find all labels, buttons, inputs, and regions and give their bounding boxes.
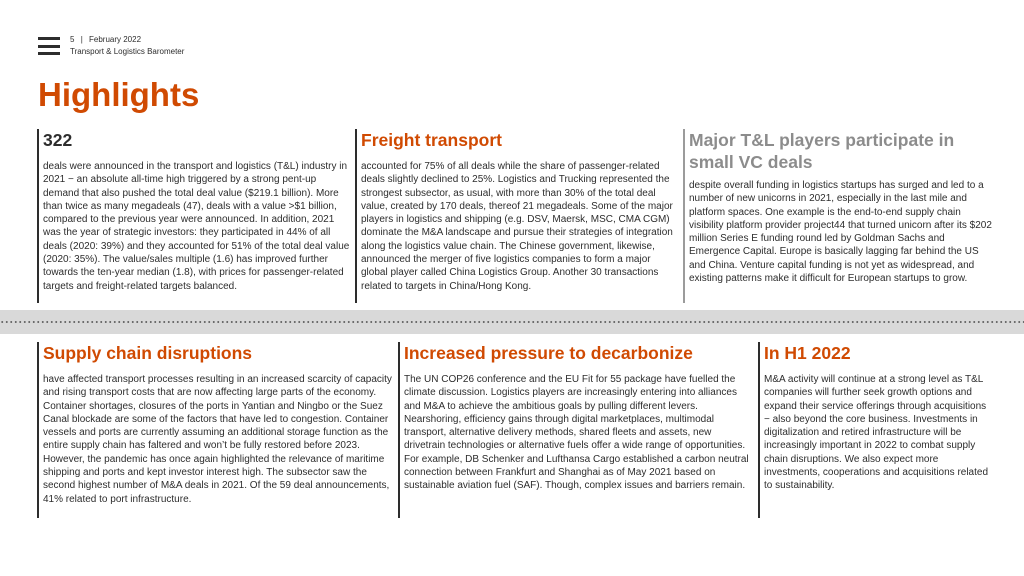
page-number: 5 [70, 35, 75, 44]
vc-body: despite overall funding in logistics startups has surged and led to a number of new unicorns in 2021, especially in the last mile and platform spaces. One example is the end-to-end supply chain visibility platform provider project44 that turned unicorn after its $202 million Series E funding round led by Goldman Sachs and Emergence Capital. Europe is basically lagging far behind the US and China. Venture capital funding is not yet as widespread, and existing patterns make it difficult for European startups to grow. [689, 180, 992, 285]
report-name: Transport & Logistics Barometer [70, 47, 185, 56]
vc-section [683, 129, 993, 303]
decarbonize-body: The UN COP26 conference and the EU Fit for 55 package have fuelled the climate discussion. Logistics players are increasingly entering into alliances and M&A to achieve the ambitious goals by pulling different levers. Nearshoring, efficiency gains through digital marketplaces, multimodal transport, alternative delivery methods, shared fleets and assets, new drivetrain technologies or alternative fuels offer a wide range of opportunities. For example, DB Schenker and Lufthansa Cargo established a carbon neutral connection between Frankfurt and Shanghai as of May 2021 based on sustainable aviation fuel (SAF). Though, complex issues and barriers remain. [404, 374, 749, 492]
freight-section [355, 129, 675, 303]
deals-heading: 322 [43, 130, 73, 150]
dotted-line [0, 321, 1024, 323]
page-title: Highlights [38, 76, 200, 113]
supply-body: have affected transport processes resulting in an increased scarcity of capacity and rising transport costs that are now affecting large parts of the economy. Container shortages, closures of the ports in Yantian and Ningbo or the Suez Canal blockade are some of the factors that have led to congestion. Container vessels and ports are currently assuming an additional storage function as the entire supply chain has faltered and won’t be fully restored before 2023. However, the pandemic has once again highlighted the relevance of maritime shipping and ports and kept investor interest high. The subsector saw the second highest number of M&A deals in 2021. Of the 59 deal announcements, 41% related to port infrastructure. [43, 374, 392, 505]
page-meta [70, 34, 184, 58]
h1-body: M&A activity will continue at a strong level as T&L companies will further seek growth options and expand their service offerings through acquisitions − also beyond the core business. Investments in digitalization and retired infrastructure will be increasingly important in 2022 to combat supply chain disruptions. We also expect more investments, cooperations and acquisitions related to sustainability. [764, 374, 989, 492]
decarbonize-heading: Increased pressure to decarbonize [404, 343, 693, 363]
deals-section [37, 129, 352, 303]
supply-section [37, 342, 395, 518]
freight-body: accounted for 75% of all deals while the share of passenger-related deals slightly declined to 25%. Logistics and Trucking represented the strongest subsector, as usual, with more than 30% of the total deal value, created by 170 deals, thereof 21 megadeals. Some of the major players in logistics and shipping (e.g. DSV, Maersk, MSC, CMA CGM) dominate the M&A landscape and pursue their strategies of integration along the logistics value chain. The Chinese government, likewise, announced the merger of five logistics companies to form a major global player called China Logistics Group. Another 30 transactions related to targets in China/Hong Kong. [361, 161, 673, 292]
report-date: February 2022 [89, 35, 142, 44]
deals-body: deals were announced in the transport and logistics (T&L) industry in 2021 − an absolute all-time high triggered by a strong pent-up demand that also pushed the total deal value ($219.1 billion). More than twice as many megadeals (47), deals with a value >$1 billion, compared to the previous year were announced. In addition, 2021 was the year of strategic investors: they participated in 44% of all deals (2020: 39%) and they accounted for 51% of the total deal value (2020: 35%). The value/sales multiple (1.6) has improved further towards the ten-year median (1.8), with prices for passenger-related targets and freight-related targets balanced. [43, 161, 350, 292]
dotted-divider-band [0, 310, 1024, 334]
freight-heading: Freight transport [361, 130, 502, 150]
decarbonize-section [398, 342, 753, 518]
meta-separator: | [80, 35, 83, 44]
supply-heading: Supply chain disruptions [43, 343, 253, 363]
h1-section [758, 342, 993, 518]
hamburger-menu-icon[interactable] [38, 37, 60, 55]
vc-heading: Major T&L players participate in small VC deals [689, 130, 955, 172]
h1-heading: In H1 2022 [764, 343, 851, 363]
